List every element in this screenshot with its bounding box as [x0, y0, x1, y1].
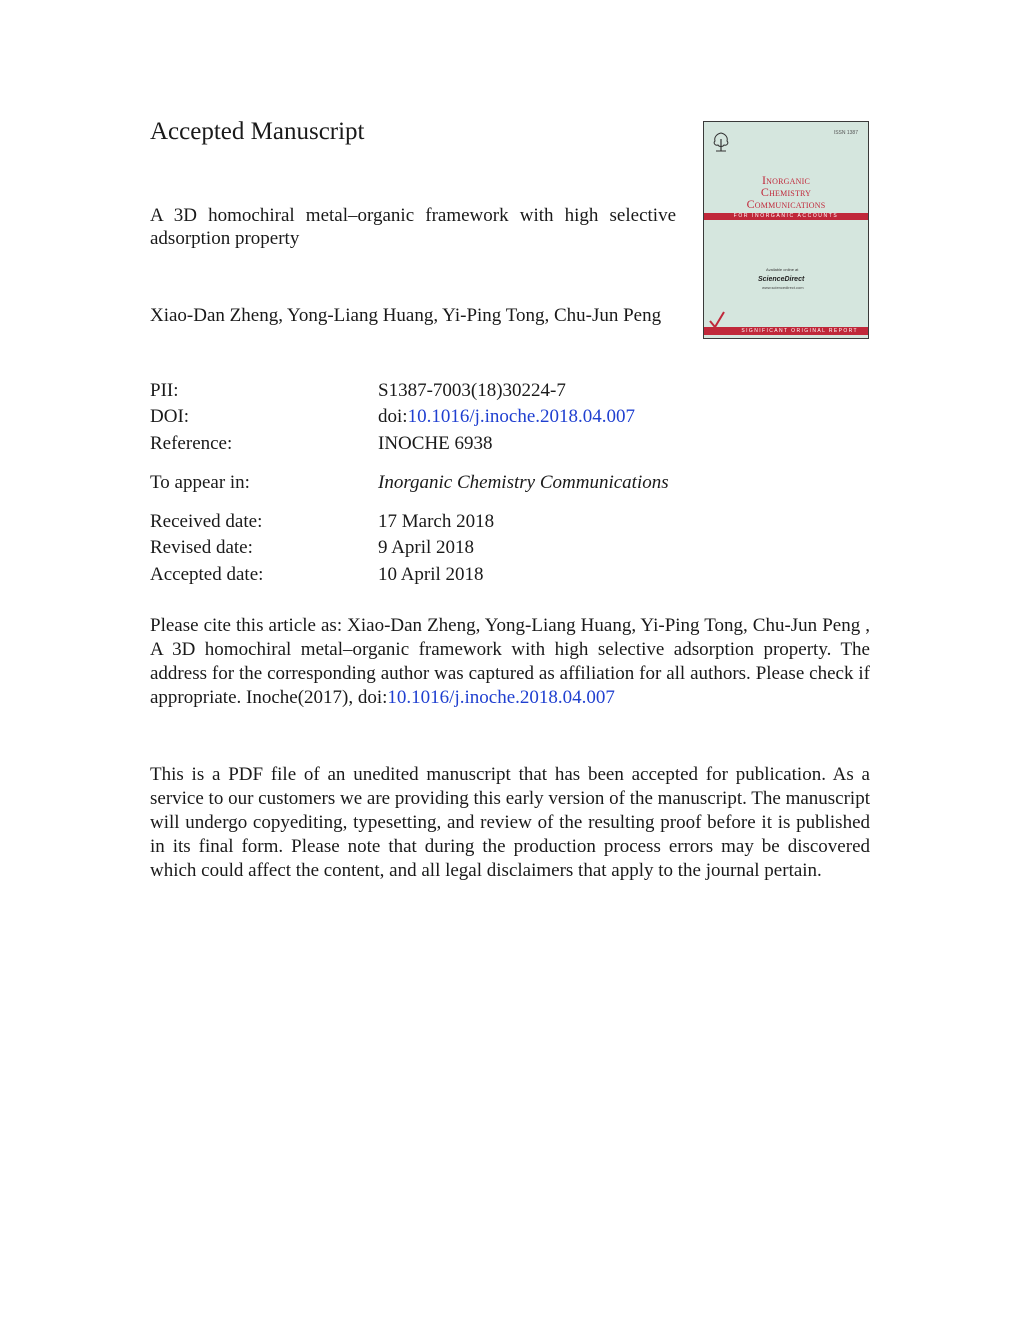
doi-value	[378, 405, 635, 429]
reference-label: Reference:	[150, 433, 233, 454]
article-title: A 3D homochiral metal–organic framework with high selective adsorption property	[150, 205, 676, 249]
journal-name: Inorganic Chemistry Communications	[378, 472, 669, 493]
pii-value: S1387-7003(18)30224-7	[378, 380, 566, 401]
page-heading: Accepted Manuscript	[150, 118, 365, 145]
journal-cover	[703, 121, 869, 339]
received-value: 17 March 2018	[378, 511, 495, 532]
elsevier-tree-icon	[710, 130, 732, 154]
accepted-value: 10 April 2018	[378, 564, 484, 585]
doi-prefix: doi:	[378, 406, 408, 427]
citation-paragraph	[150, 614, 870, 710]
cover-title-line: Communications	[746, 197, 826, 211]
cover-band: FOR INORGANIC ACCOUNTS	[704, 213, 868, 220]
manuscript-notice: This is a PDF file of an unedited manuscript that has been accepted for publication. As a service to our customers we are providing this early version of the manuscript. The manuscript will undergo copyediting, typesetting, and review of the resulting proof before it is published in its final form. Please note that during the production process errors may be discovered which could affect the content, and all legal disclaimers that apply to the journal pertain.	[150, 764, 870, 881]
revised-value: 9 April 2018	[378, 537, 475, 558]
received-label: Received date:	[150, 511, 263, 532]
cover-issn: ISSN 1387	[833, 130, 858, 136]
author-list: Xiao-Dan Zheng, Yong-Liang Huang, Yi-Ping Tong, Chu-Jun Peng	[150, 305, 662, 326]
accepted-label: Accepted date:	[150, 564, 264, 585]
cover-website: www.sciencedirect.com	[762, 285, 804, 290]
appear-label: To appear in:	[150, 472, 250, 493]
doi-link[interactable]: 10.1016/j.inoche.2018.04.007	[407, 406, 636, 427]
sciencedirect-logo: ScienceDirect	[758, 276, 805, 283]
pii-label: PII:	[150, 380, 179, 401]
reference-value: INOCHE 6938	[378, 433, 493, 454]
cover-journal-title	[704, 174, 868, 210]
cover-title-line: Chemistry	[760, 185, 812, 199]
citation-doi-link[interactable]: 10.1016/j.inoche.2018.04.007	[387, 687, 615, 708]
cover-available-text: Available online at	[766, 267, 799, 272]
doi-label: DOI:	[150, 406, 190, 427]
cover-title-line: Inorganic	[761, 173, 811, 187]
cover-bottom-band: SIGNIFICANT ORIGINAL REPORT	[704, 327, 868, 335]
citation-text: Please cite this article as: Xiao-Dan Zheng, Yong-Liang Huang, Yi-Ping Tong, Chu-Jun Peng , A 3D homochiral metal–organic framework with high selective adsorption property. The address for the corresponding author was captured as affiliation for all authors. Please check if appropriate. Inoche(2017), doi:	[150, 615, 870, 708]
revised-label: Revised date:	[150, 537, 253, 558]
